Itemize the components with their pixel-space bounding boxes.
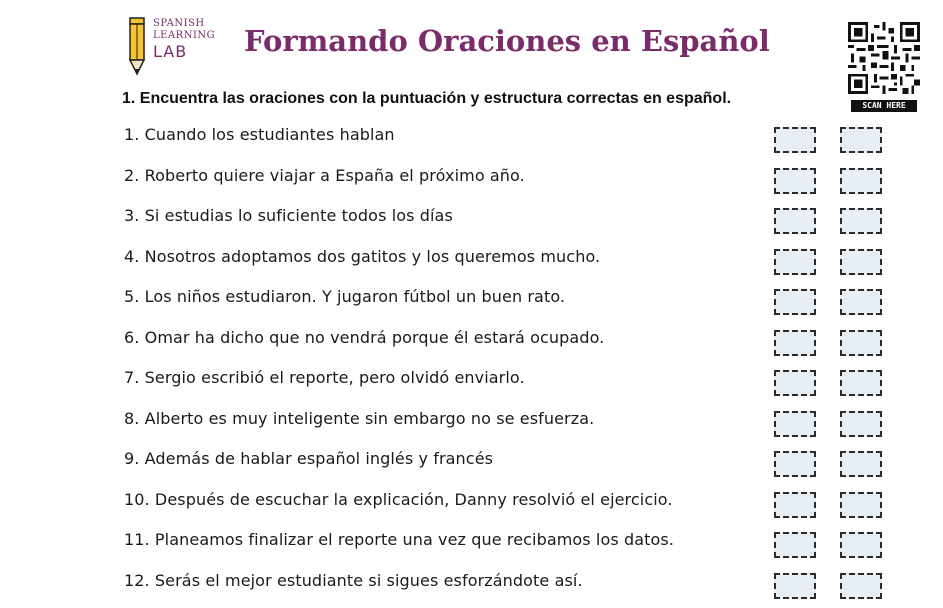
answer-checkbox-incorrect[interactable] — [840, 370, 882, 396]
answer-checkbox-incorrect[interactable] — [840, 127, 882, 153]
page-title: Formando Oraciones en Español — [244, 24, 770, 58]
sentence-row — [124, 404, 884, 445]
answer-checkbox-incorrect[interactable] — [840, 451, 882, 477]
sentence-row — [124, 323, 884, 364]
sentence-text: 5. Los niños estudiaron. Y jugaron fútbol un buen rato. — [124, 287, 566, 306]
answer-checkbox-incorrect[interactable] — [840, 573, 882, 599]
sentence-text: 7. Sergio escribió el reporte, pero olvidó enviarlo. — [124, 368, 525, 387]
qr-code-icon — [848, 22, 920, 94]
answer-checkbox-correct[interactable] — [774, 451, 816, 477]
sentence-text: 2. Roberto quiere viajar a España el próximo año. — [124, 165, 525, 185]
exercise-instruction: 1. Encuentra las oraciones con la puntuación y estructura correctas en español. — [122, 90, 732, 107]
qr-scan-label: SCAN HERE — [851, 100, 917, 112]
sentence-row — [124, 120, 884, 161]
answer-checkbox-correct[interactable] — [774, 532, 816, 558]
answer-checkbox-incorrect[interactable] — [840, 289, 882, 315]
logo-text-learning: LEARNING — [153, 30, 216, 41]
answer-checkbox-correct[interactable] — [774, 127, 816, 153]
answer-checkbox-incorrect[interactable] — [840, 492, 882, 518]
sentence-text: 9. Además de hablar español inglés y francés — [124, 449, 494, 468]
answer-checkbox-incorrect[interactable] — [840, 532, 882, 558]
answer-checkbox-correct[interactable] — [774, 249, 816, 275]
sentence-row — [124, 282, 884, 323]
answer-checkbox-incorrect[interactable] — [840, 249, 882, 275]
sentence-row — [124, 242, 884, 283]
sentence-row — [124, 161, 884, 202]
sentence-row — [124, 201, 884, 242]
sentence-text: 11. Planeamos finalizar el reporte una vez que recibamos los datos. — [124, 530, 675, 549]
answer-checkbox-incorrect[interactable] — [840, 411, 882, 437]
answer-checkbox-correct[interactable] — [774, 208, 816, 234]
answer-checkbox-correct[interactable] — [774, 492, 816, 518]
logo-text-spanish: SPANISH — [153, 18, 205, 29]
answer-checkbox-correct[interactable] — [774, 370, 816, 396]
sentence-row — [124, 566, 884, 607]
answer-checkbox-correct[interactable] — [774, 573, 816, 599]
sentence-row — [124, 444, 884, 485]
answer-checkbox-incorrect[interactable] — [840, 208, 882, 234]
sentence-row — [124, 525, 884, 566]
answer-checkbox-incorrect[interactable] — [840, 330, 882, 356]
sentence-text: 10. Después de escuchar la explicación, Danny resolvió el ejercicio. — [124, 489, 673, 509]
sentence-text: 3. Si estudias lo suficiente todos los días — [124, 206, 453, 225]
answer-checkbox-correct[interactable] — [774, 330, 816, 356]
sentence-text: 6. Omar ha dicho que no vendrá porque él estará ocupado. — [124, 327, 605, 347]
logo-text-lab: LAB — [153, 42, 188, 61]
qr-code-block[interactable] — [848, 22, 922, 122]
answer-checkbox-correct[interactable] — [774, 168, 816, 194]
sentence-row — [124, 363, 884, 404]
answer-checkbox-incorrect[interactable] — [840, 168, 882, 194]
sentence-text: 1. Cuando los estudiantes hablan — [124, 125, 395, 144]
sentence-text: 8. Alberto es muy inteligente sin embargo no se esfuerza. — [124, 408, 595, 428]
sentence-list — [124, 120, 884, 606]
pencil-icon — [125, 16, 149, 76]
sentence-row — [124, 485, 884, 526]
answer-checkbox-correct[interactable] — [774, 411, 816, 437]
sentence-text: 4. Nosotros adoptamos dos gatitos y los queremos mucho. — [124, 246, 601, 266]
answer-checkbox-correct[interactable] — [774, 289, 816, 315]
sentence-text: 12. Serás el mejor estudiante si sigues esforzándote así. — [124, 570, 583, 590]
spanish-learning-lab-logo — [125, 16, 243, 78]
